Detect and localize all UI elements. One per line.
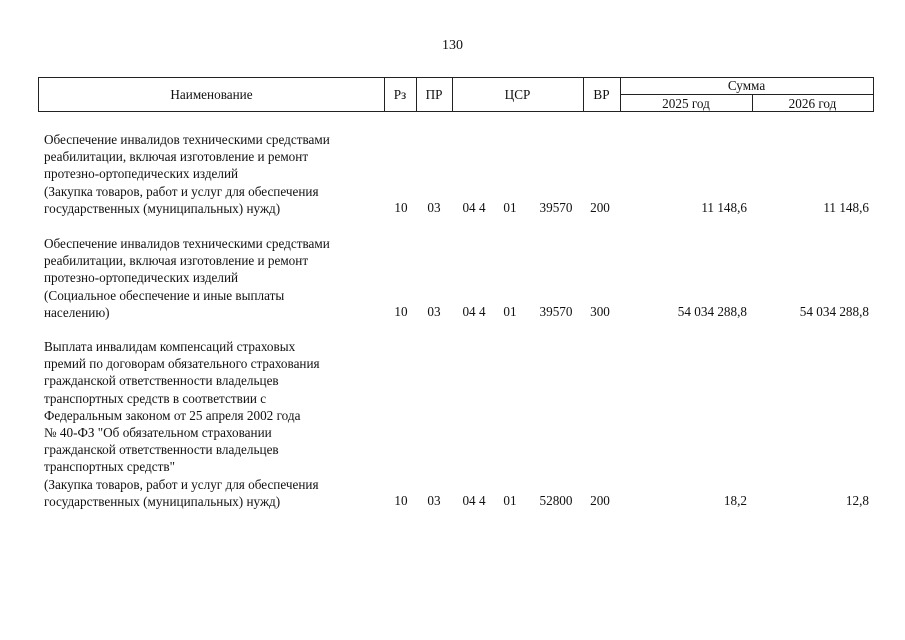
row-vr: 200 [590,493,610,508]
header-year-2025: 2025 год [662,95,710,111]
row-amount-2026: 12,8 [845,493,869,508]
row-amount-2025: 11 148,6 [701,200,747,215]
page-number: 130 [442,38,463,53]
header-sum: Сумма [727,78,766,93]
header-rz: Рз [393,86,407,102]
row-pr: 03 [427,493,441,508]
header-csr: ЦСР [504,86,531,102]
row-pr: 03 [427,200,441,215]
row-amount-2025: 18,2 [723,493,747,508]
row-vr: 300 [590,304,610,319]
row-csr-program: 04 4 [462,304,486,319]
row-csr-subprogram: 01 [503,493,517,508]
row-vr: 200 [590,200,610,215]
row-amount-2025: 54 034 288,8 [677,304,747,319]
row-amount-2026: 11 148,6 [823,200,869,215]
row-rz: 10 [394,304,408,319]
row-name: Выплата инвалидам компенсаций страховых премий по договорам обязательного страхования гражданской ответственности владельцев транспортных средств в соответствии с Федеральным законом от 25 апреля 2002 года № 40-ФЗ "Об обязательном страховании гражданской ответственности владельцев транспортных средств" (Закупка товаров, работ и услуг для обеспечения государственных (муниципальных) нужд) [44,339,320,509]
header-pr: ПР [425,86,443,102]
row-csr-subprogram: 01 [503,200,517,215]
row-rz: 10 [394,200,408,215]
header-vr: ВР [593,86,610,102]
table-header [38,77,874,112]
row-csr-subprogram: 01 [503,304,517,319]
row-csr-direction: 52800 [539,493,573,508]
row-rz: 10 [394,493,408,508]
row-amount-2026: 54 034 288,8 [799,304,869,319]
row-name: Обеспечение инвалидов техническими средствами реабилитации, включая изготовление и ремонт протезно-ортопедических изделий (Социальное обеспечение и иные выплаты населению) [44,236,330,320]
row-csr-program: 04 4 [462,493,486,508]
row-csr-program: 04 4 [462,200,486,215]
row-csr-direction: 39570 [539,200,573,215]
row-csr-direction: 39570 [539,304,573,319]
row-pr: 03 [427,304,441,319]
header-year-2026: 2026 год [788,95,837,111]
header-name: Наименование [170,86,253,102]
row-name: Обеспечение инвалидов техническими средствами реабилитации, включая изготовление и ремонт протезно-ортопедических изделий (Закупка товаров, работ и услуг для обеспечения государственных (муниципальных) нужд) [44,132,330,216]
